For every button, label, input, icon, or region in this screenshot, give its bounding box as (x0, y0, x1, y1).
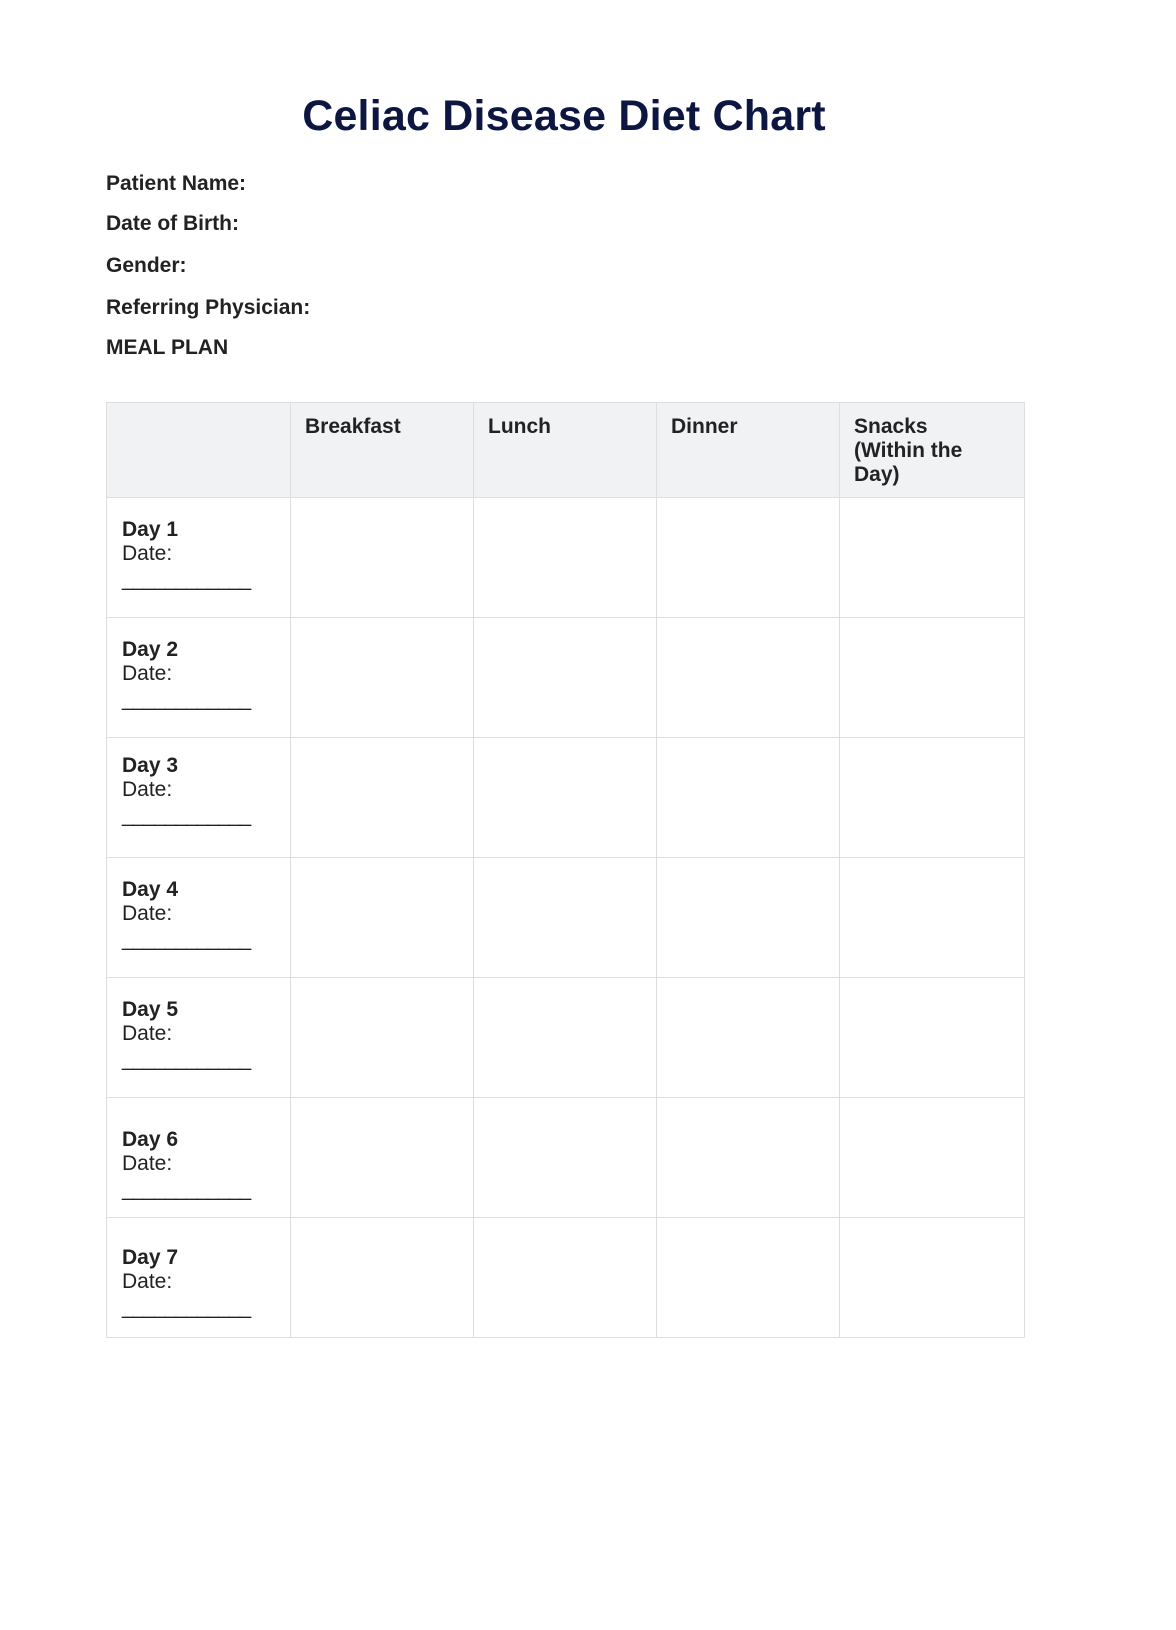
date-label: Date: (122, 1270, 173, 1293)
snacks-cell[interactable] (840, 1218, 1025, 1338)
lunch-cell[interactable] (474, 738, 657, 858)
snacks-cell[interactable] (840, 1098, 1025, 1218)
day-cell (107, 738, 291, 858)
day-cell (107, 618, 291, 738)
lunch-cell[interactable] (474, 978, 657, 1098)
dinner-cell[interactable] (657, 498, 840, 618)
day-label: Day 4 (122, 878, 179, 901)
header-breakfast: Breakfast (291, 403, 474, 498)
table-header-row (107, 403, 1025, 498)
table-row (107, 858, 1025, 978)
table-row (107, 498, 1025, 618)
lunch-cell[interactable] (474, 1218, 657, 1338)
day-cell (107, 1098, 291, 1218)
table-row (107, 1218, 1025, 1338)
table-row (107, 1098, 1025, 1218)
gender-label: Gender: (106, 254, 187, 277)
date-blank-line[interactable]: ____________ (122, 568, 251, 591)
header-snacks: Snacks (Within the Day) (840, 403, 1025, 498)
lunch-cell[interactable] (474, 498, 657, 618)
breakfast-cell[interactable] (291, 1098, 474, 1218)
referring-physician-label: Referring Physician: (106, 296, 311, 319)
date-label: Date: (122, 902, 173, 925)
breakfast-cell[interactable] (291, 618, 474, 738)
breakfast-cell[interactable] (291, 978, 474, 1098)
day-cell (107, 978, 291, 1098)
date-blank-line[interactable]: ____________ (122, 1296, 251, 1319)
meal-plan-table (106, 402, 1025, 1338)
document-title: Celiac Disease Diet Chart (302, 92, 826, 140)
breakfast-cell[interactable] (291, 858, 474, 978)
snacks-cell[interactable] (840, 978, 1025, 1098)
dinner-cell[interactable] (657, 1098, 840, 1218)
day-label: Day 3 (122, 754, 179, 777)
lunch-cell[interactable] (474, 858, 657, 978)
snacks-cell[interactable] (840, 738, 1025, 858)
date-blank-line[interactable]: ____________ (122, 688, 251, 711)
day-label: Day 1 (122, 518, 179, 541)
table-row (107, 618, 1025, 738)
snacks-cell[interactable] (840, 618, 1025, 738)
date-label: Date: (122, 1152, 173, 1175)
snacks-cell[interactable] (840, 858, 1025, 978)
patient-name-label: Patient Name: (106, 172, 247, 195)
day-label: Day 7 (122, 1246, 179, 1269)
snacks-cell[interactable] (840, 498, 1025, 618)
dinner-cell[interactable] (657, 1218, 840, 1338)
header-lunch: Lunch (474, 403, 657, 498)
date-blank-line[interactable]: ____________ (122, 928, 251, 951)
date-blank-line[interactable]: ____________ (122, 1178, 251, 1201)
date-of-birth-label: Date of Birth: (106, 212, 239, 235)
date-blank-line[interactable]: ____________ (122, 1048, 251, 1071)
table-row (107, 978, 1025, 1098)
dinner-cell[interactable] (657, 738, 840, 858)
dinner-cell[interactable] (657, 858, 840, 978)
day-cell (107, 498, 291, 618)
day-label: Day 6 (122, 1128, 179, 1151)
breakfast-cell[interactable] (291, 498, 474, 618)
date-label: Date: (122, 778, 173, 801)
meal-plan-heading: MEAL PLAN (106, 336, 229, 359)
lunch-cell[interactable] (474, 618, 657, 738)
date-blank-line[interactable]: ____________ (122, 804, 251, 827)
dinner-cell[interactable] (657, 618, 840, 738)
day-label: Day 2 (122, 638, 179, 661)
date-label: Date: (122, 662, 173, 685)
date-label: Date: (122, 1022, 173, 1045)
header-day (107, 403, 291, 498)
day-label: Day 5 (122, 998, 179, 1021)
day-cell (107, 1218, 291, 1338)
table-row (107, 738, 1025, 858)
breakfast-cell[interactable] (291, 738, 474, 858)
lunch-cell[interactable] (474, 1098, 657, 1218)
date-label: Date: (122, 542, 173, 565)
day-cell (107, 858, 291, 978)
dinner-cell[interactable] (657, 978, 840, 1098)
header-dinner: Dinner (657, 403, 840, 498)
breakfast-cell[interactable] (291, 1218, 474, 1338)
